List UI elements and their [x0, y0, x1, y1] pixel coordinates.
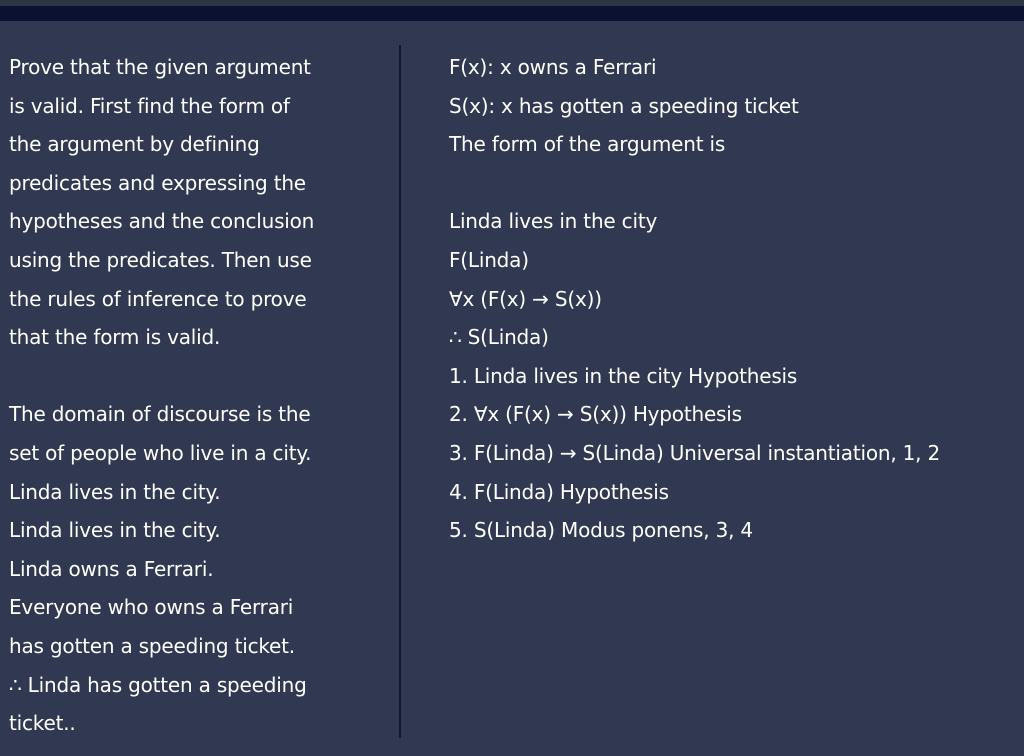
prompt-line: the rules of inference to prove: [9, 286, 307, 311]
top-bar: [0, 6, 1024, 21]
argument-statement: [9, 395, 389, 742]
proof-step: 2. ∀x (F(x) → S(x)) Hypothesis: [449, 402, 742, 427]
argument-line: set of people who live in a city.: [9, 440, 312, 465]
prompt-line: predicates and expressing the: [9, 170, 306, 195]
spacer: [449, 164, 1019, 203]
proof-step: 5. S(Linda) Modus ponens, 3, 4: [449, 518, 753, 543]
argument-line: Everyone who owns a Ferrari: [9, 595, 294, 620]
argument-line: has gotten a speeding ticket.: [9, 633, 295, 658]
form-line: F(Linda): [449, 247, 529, 272]
argument-line: The domain of discourse is the: [9, 402, 311, 427]
column-divider: [399, 45, 401, 738]
argument-line: Linda lives in the city.: [9, 518, 221, 543]
form-line: ∀x (F(x) → S(x)): [449, 286, 602, 311]
proof-step: 4. F(Linda) Hypothesis: [449, 479, 669, 504]
argument-line: ∴ Linda has gotten a speeding: [9, 672, 307, 697]
argument-line: Linda owns a Ferrari.: [9, 556, 214, 581]
argument-line: Linda lives in the city.: [9, 479, 221, 504]
prompt-line: using the predicates. Then use: [9, 247, 312, 272]
argument-form: [449, 202, 1019, 356]
definition-line: F(x): x owns a Ferrari: [449, 55, 657, 79]
argument-line: ticket..: [9, 711, 76, 736]
definition-line: The form of the argument is: [449, 132, 726, 157]
prompt-line: Prove that the given argument: [9, 55, 311, 79]
prompt-line: hypotheses and the conclusion: [9, 209, 315, 234]
form-line: Linda lives in the city: [449, 209, 658, 234]
proof-step: 3. F(Linda) → S(Linda) Universal instantiation, 1, 2: [449, 440, 941, 465]
answer-panel: [449, 48, 1019, 550]
spacer: [9, 357, 389, 396]
form-line: ∴ S(Linda): [449, 325, 549, 350]
question-prompt: [9, 48, 389, 357]
proof-step: 1. Linda lives in the city Hypothesis: [449, 363, 798, 388]
prompt-line: the argument by defining: [9, 132, 260, 157]
prompt-line: that the form is valid.: [9, 325, 221, 350]
prompt-line: is valid. First find the form of: [9, 93, 290, 118]
definition-line: S(x): x has gotten a speeding ticket: [449, 93, 799, 118]
predicate-definitions: [449, 48, 1019, 164]
question-panel: [9, 48, 389, 743]
proof-steps: [449, 357, 1019, 550]
